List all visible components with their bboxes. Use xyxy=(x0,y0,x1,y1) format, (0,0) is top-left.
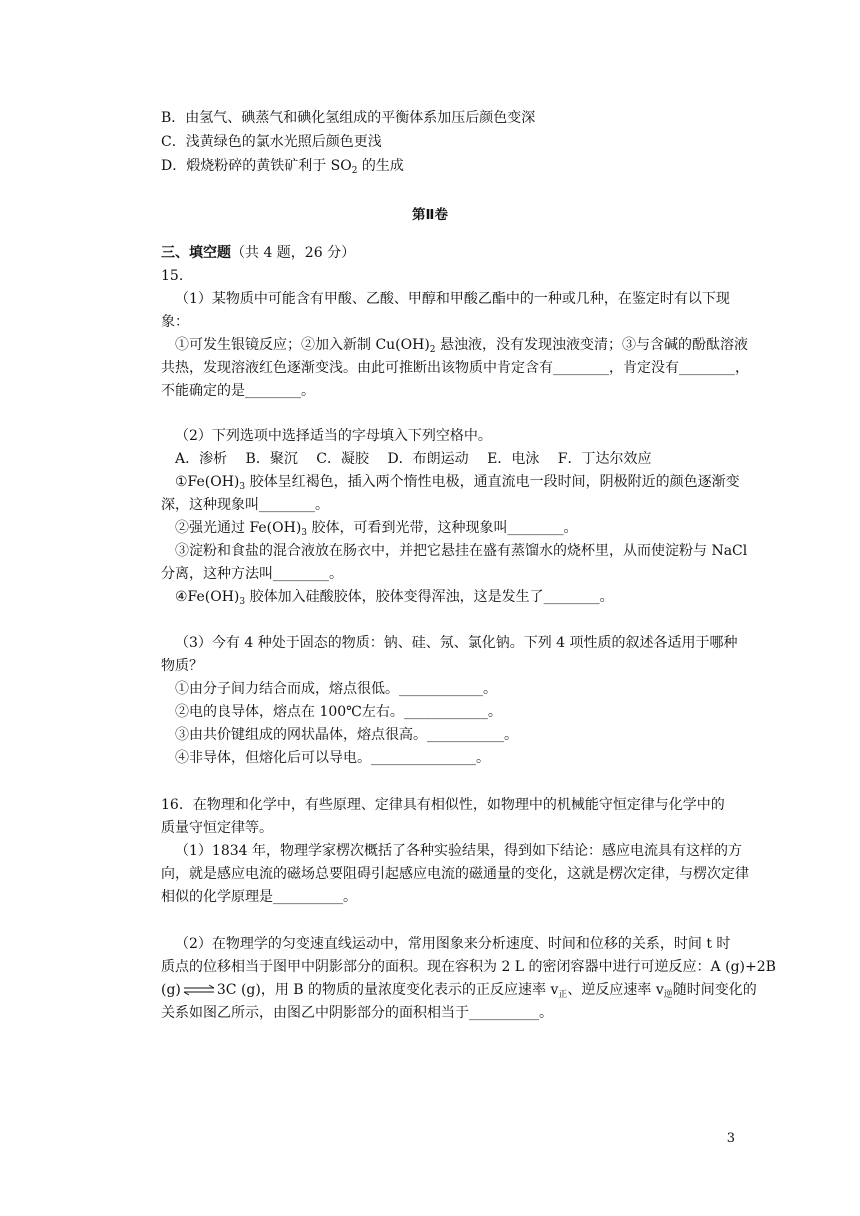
q15-p3-item3: ③由共价键组成的网状晶体，熔点很高。___________。 xyxy=(175,727,518,743)
option-c: C．浅黄绿色的氯水光照后颜色更浅 xyxy=(161,134,382,150)
q16-line1: 16．在物理和化学中，有些原理、定律具有相似性，如物理中的机械能守恒定律与化学中的 xyxy=(161,797,725,813)
q16-p2-line4: 关系如图乙所示，由图乙中阴影部分的面积相当于__________。 xyxy=(161,1005,553,1021)
q15-p2-options: A．渗析 B．聚沉 C．凝胶 D．布朗运动 E．电泳 F．丁达尔效应 xyxy=(175,451,652,467)
q15-p2-item1-line2: 深，这种现象叫________。 xyxy=(161,497,329,513)
q15-p3-item4: ④非导体，但熔化后可以导电。_______________。 xyxy=(175,750,490,766)
q15-p3-item2: ②电的良导体，熔点在 100℃左右。____________。 xyxy=(175,704,502,720)
q15-p2-line1: （2）下列选项中选择适当的字母填入下列空格中。 xyxy=(175,428,492,444)
q15-p2-item3-line2: 分离，这种方法叫________。 xyxy=(161,566,343,582)
q15-p1-line5: 不能确定的是________。 xyxy=(161,383,315,399)
q15-p2-item4: $④Fe(OH)_3$ 胶体加入硅酸胶体，胶体变得浑浊，这是发生了________。 xyxy=(175,589,614,607)
equilibrium-arrow-icon xyxy=(182,984,216,996)
q16-p1-line2: 向，就是感应电流的磁场总要阻碍引起感应电流的磁通量的变化，这就是楞次定律，与楞次定律 xyxy=(161,866,749,882)
page-number: 3 xyxy=(726,1131,735,1146)
q15-p3-line2: 物质？ xyxy=(161,658,203,674)
q16-line2: 质量守恒定律等。 xyxy=(161,820,273,836)
option-d: D．煅烧粉碎的黄铁矿利于 $SO_2$ 的生成 xyxy=(161,158,404,176)
q15-p1-line3: ①可发生银镜反应；②加入新制 $Cu(OH)_2$ 悬浊液，没有发现浊液变清；③与含碱的酚酞溶液 xyxy=(175,337,748,355)
q16-p1-line3: 相似的化学原理是__________。 xyxy=(161,889,357,905)
q15-number: 15. xyxy=(161,268,184,284)
q16-p2-line1: （2）在物理学的匀变速直线运动中，常用图象来分析速度、时间和位移的关系，时间 t 时 xyxy=(175,936,731,952)
q15-p1-line2: 象： xyxy=(161,314,189,330)
section-title: 第Ⅱ卷 xyxy=(412,207,448,223)
q15-p2-item2: ②强光通过 $Fe(OH)_3$ 胶体，可看到光带，这种现象叫________。 xyxy=(175,520,578,538)
q16-p2-line2: 质点的位移相当于图甲中阴影部分的面积。现在容积为 2 L 的密闭容器中进行可逆反应：A (g)+2B xyxy=(161,959,776,975)
q15-p3-item1: ①由分子间力结合而成，熔点很低。____________。 xyxy=(175,681,497,697)
option-b: B．由氢气、碘蒸气和碘化氢组成的平衡体系加压后颜色变深 xyxy=(161,110,536,126)
part-heading: 三、填空题（共 4 题，26 分） xyxy=(161,245,356,261)
q16-p2-line3: (g) 3C (g)，用 B 的物质的量浓度变化表示的正反应速率 $v_正$、逆反应速率 $v_逆$随时间变化的 xyxy=(161,982,757,1000)
q16-p1-line1: （1）1834 年，物理学家楞次概括了各种实验结果，得到如下结论：感应电流具有这样的方 xyxy=(175,843,742,859)
q15-p1-line4: 共热，发现溶液红色逐渐变浅。由此可推断出该物质中肯定含有________，肯定没有________， xyxy=(161,360,749,376)
q15-p2-item1: $①Fe(OH)_3$ 胶体呈红褐色，插入两个惰性电极，通直流电一段时间，阴极附近的颜色逐渐变 xyxy=(175,474,740,492)
q15-p2-item3: ③淀粉和食盐的混合液放在肠衣中，并把它悬挂在盛有蒸馏水的烧杯里，从而使淀粉与 NaCl xyxy=(175,543,748,559)
q15-p1-line1: （1）某物质中可能含有甲酸、乙酸、甲醇和甲酸乙酯中的一种或几种，在鉴定时有以下现 xyxy=(175,291,730,307)
q15-p3-line1: （3）今有 4 种处于固态的物质：钠、硅、氖、氯化钠。下列 4 项性质的叙述各适用于哪种 xyxy=(175,635,738,651)
